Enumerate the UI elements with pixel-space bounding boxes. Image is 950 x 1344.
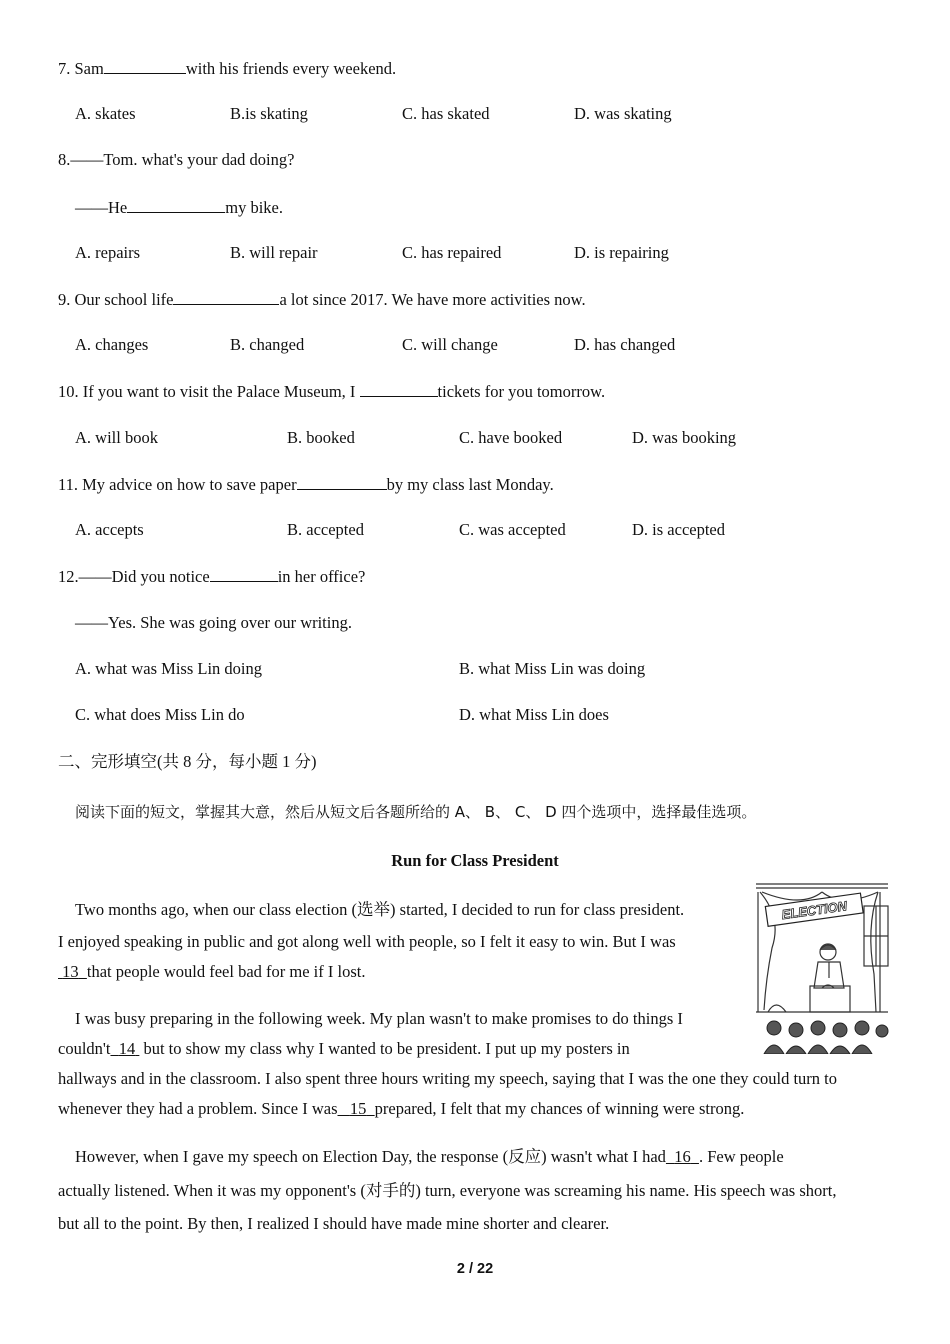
blank-number: 14 <box>118 1039 136 1058</box>
passage-text: . Few people <box>698 1147 784 1166</box>
option-b: B. booked <box>287 428 355 447</box>
option-a: A. repairs <box>75 243 141 262</box>
blank-number: 15 <box>349 1099 367 1118</box>
question-12-stem <box>58 566 365 587</box>
passage-line: but all to the point. By then, I realized I should have made mine shorter and clearer. <box>58 1214 610 1233</box>
option-a: A. skates <box>75 104 136 123</box>
blank-16 <box>666 1147 699 1166</box>
option-d: D. was booking <box>632 428 737 447</box>
blank-number: 16 <box>674 1147 691 1166</box>
option-d: D. is repairing <box>574 243 669 262</box>
blank-13 <box>58 962 87 981</box>
q11-stem-end: by my class last Monday. <box>386 475 554 494</box>
q10-stem-end: tickets for you tomorrow. <box>437 382 606 401</box>
q8-answer-end: my bike. <box>225 198 283 217</box>
passage-line <box>58 1099 744 1119</box>
blank-14 <box>110 1039 139 1058</box>
question-12-reply: ——Yes. She was going over our writing. <box>75 613 352 632</box>
passage-text: However, when I gave my speech on Election Day, the response (反应) wasn't what I had <box>75 1147 666 1166</box>
answer-blank <box>210 566 278 582</box>
election-sign: ELECTION <box>780 898 848 923</box>
answer-blank <box>104 58 186 74</box>
question-10-stem <box>58 381 605 402</box>
passage-title: Run for Class President <box>391 851 559 870</box>
passage-text: whenever they had a problem. Since I was <box>58 1099 338 1118</box>
passage-line <box>58 962 365 982</box>
q12-stem-start: 12.——Did you notice <box>58 567 210 586</box>
option-b: B. accepted <box>287 520 364 539</box>
page-number: 2 / 22 <box>456 1261 494 1277</box>
option-c: C. will change <box>402 335 498 354</box>
answer-blank <box>127 197 225 213</box>
section-heading: 二、完形填空(共 8 分，每小题 1 分) <box>58 752 317 771</box>
passage-text: but to show my class why I wanted to be president. I put up my posters in <box>143 1039 630 1058</box>
question-9-stem <box>58 289 586 310</box>
option-c: C. have booked <box>459 428 563 447</box>
election-illustration <box>752 878 892 1054</box>
option-a: A. changes <box>75 335 149 354</box>
option-a: A. will book <box>75 428 158 447</box>
answer-blank <box>360 381 438 397</box>
option-c: C. has repaired <box>402 243 502 262</box>
q10-stem-start: 10. If you want to visit the Palace Museum, I <box>58 382 360 401</box>
blank-15 <box>338 1099 375 1118</box>
option-b: B. what Miss Lin was doing <box>459 659 646 678</box>
passage-line: actually listened. When it was my opponent's (对手的) turn, everyone was screaming his name. His speech was short, <box>58 1181 837 1200</box>
passage-line: I enjoyed speaking in public and got along well with people, so I felt it easy to win. But I was <box>58 932 676 951</box>
option-c: C. what does Miss Lin do <box>75 705 245 724</box>
passage-line <box>75 1147 784 1167</box>
option-b: B. will repair <box>230 243 318 262</box>
q7-stem-start: 7. Sam <box>58 59 104 78</box>
option-b: B.is skating <box>230 104 308 123</box>
q8-answer-start: ——He <box>75 198 128 217</box>
question-8-stem: 8.——Tom. what's your dad doing? <box>58 150 295 169</box>
option-d: D. was skating <box>574 104 672 123</box>
passage-line <box>58 1039 630 1059</box>
blank-number: 13 <box>62 962 79 981</box>
q12-stem-end: in her office? <box>277 567 366 586</box>
passage-line: I was busy preparing in the following week. My plan wasn't to make promises to do things I <box>75 1009 683 1028</box>
passage-line: hallways and in the classroom. I also spent three hours writing my speech, saying that I was the one they could turn to <box>58 1069 837 1088</box>
passage-text: couldn't <box>58 1039 111 1058</box>
option-a: A. what was Miss Lin doing <box>75 659 262 678</box>
q9-stem-end: a lot since 2017. We have more activities now. <box>279 290 586 309</box>
option-b: B. changed <box>230 335 305 354</box>
option-c: C. has skated <box>402 104 490 123</box>
passage-text: that people would feel bad for me if I lost. <box>86 962 366 981</box>
q9-stem-start: 9. Our school life <box>58 290 174 309</box>
answer-blank <box>173 289 279 305</box>
question-11-stem <box>58 474 554 495</box>
passage-text: prepared, I felt that my chances of winning were strong. <box>374 1099 745 1118</box>
question-8-answer-line <box>75 197 283 218</box>
answer-blank <box>297 474 387 490</box>
option-d: D. what Miss Lin does <box>459 705 609 724</box>
option-a: A. accepts <box>75 520 144 539</box>
option-d: D. is accepted <box>632 520 725 539</box>
q7-stem-end: with his friends every weekend. <box>185 59 397 78</box>
question-7-stem <box>58 58 396 79</box>
option-c: C. was accepted <box>459 520 566 539</box>
passage-line: Two months ago, when our class election (选举) started, I decided to run for class president. <box>75 900 685 919</box>
section-instruction: 阅读下面的短文，掌握其大意，然后从短文后各题所给的 A、 B、 C、 D 四个选项中，选择最佳选项。 <box>75 803 757 821</box>
q11-stem-start: 11. My advice on how to save paper <box>58 475 297 494</box>
option-d: D. has changed <box>574 335 676 354</box>
